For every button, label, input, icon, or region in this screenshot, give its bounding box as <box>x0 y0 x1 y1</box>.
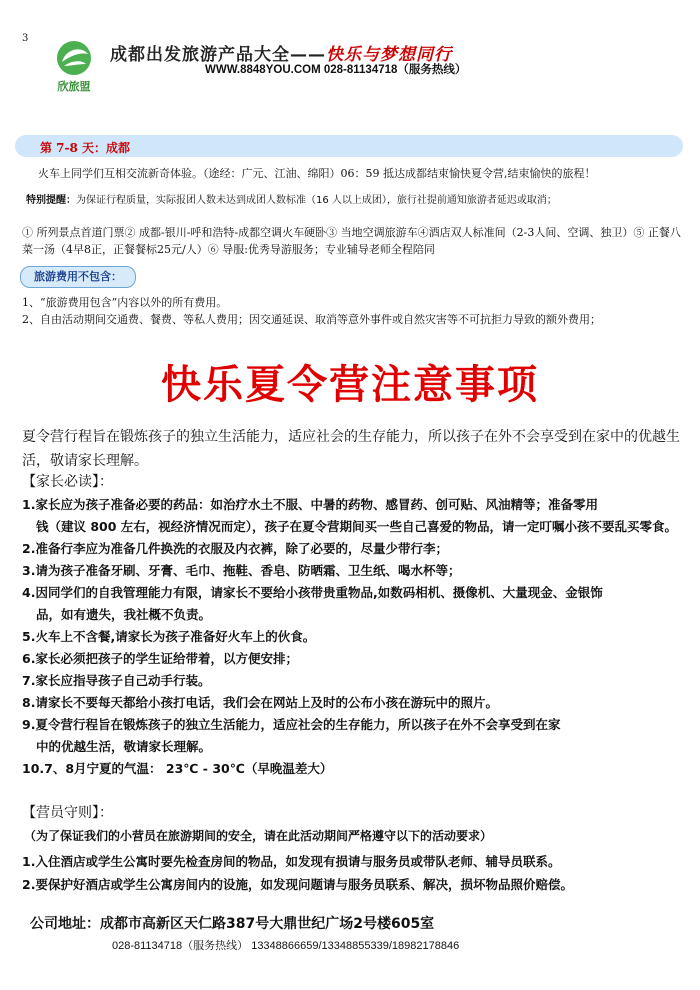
exclusion-item: 2、自由活动期间交通费、餐费、等私人费用；因交通延误、取消等意外事件或自然灾害等不可抗拒力导致的额外费用； <box>22 313 601 326</box>
exclusions-list <box>22 294 601 328</box>
notice-title: 快乐夏令营注意事项 <box>161 361 539 408</box>
camp-rules-note: （为了保证我们的小营员在旅游期间的安全，请在此活动期间严格遵守以下的活动要求） <box>24 829 493 843</box>
exclusions-label: 旅游费用不包含： <box>20 266 136 288</box>
contact-phones: 028-81134718（服务热线） 13348866659/13348855339/18982178846 <box>112 940 460 952</box>
parents-item-cont: 钱（建议 800 左右，视经济情况而定），孩子在夏令营期间买一些自己喜爱的物品，请一定叮嘱小孩不要乱买零食。 <box>36 519 678 534</box>
camp-rules-heading: 【营员守则】： <box>22 805 113 821</box>
parents-item: 6.家长必须把孩子的学生证给带着，以方便安排； <box>22 651 298 666</box>
day-description: 火车上同学们互相交流新奇体验。（途经：广元、江油、绵阳）06：59 抵达成都结束愉快夏令营,结束愉快的旅程！ <box>38 167 596 180</box>
reminder-text: 为保证行程质量，实际报团人数未达到成团人数标准（16 人以上成团），旅行社提前通知旅游者延迟或取消； <box>76 195 557 206</box>
reminder-label: 特别提醒： <box>26 195 76 206</box>
parents-item: 1.家长应为孩子准备必要的药品：如治疗水土不服、中暑的药物、感冒药、创可贴、风油精等；准备零用 <box>22 497 598 512</box>
notice-intro: 夏令营行程旨在锻炼孩子的独立生活能力，适应社会的生存能力，所以孩子在外不会享受到在家中的优越生活，敬请家长理解。 <box>22 429 680 469</box>
day-label: 第 7-8 天：成都 <box>40 141 131 155</box>
website: WWW.8848YOU.COM <box>205 64 321 76</box>
parents-item-cont: 品，如有遗失，我社概不负责。 <box>36 607 212 622</box>
camp-rule-item: 1.入住酒店或学生公寓时要先检查房间的物品，如发现有损请与服务员或带队老师、辅导员联系。 <box>22 854 561 869</box>
hotline: 028-81134718（服务热线） <box>323 64 467 76</box>
header-title-text: 成都出发旅游产品大全—— <box>110 45 326 65</box>
parents-item: 9.夏令营行程旨在锻炼孩子的独立生活能力，适应社会的生存能力，所以孩子在外不会享受到在家 <box>22 717 561 732</box>
parents-item-cont: 中的优越生活，敬请家长理解。 <box>36 739 212 754</box>
exclusion-item: 1、“旅游费用包含”内容以外的所有费用。 <box>22 296 228 309</box>
page-number: 3 <box>22 33 29 44</box>
parents-item: 5.火车上不含餐,请家长为孩子准备好火车上的伙食。 <box>22 629 316 644</box>
parents-item: 10.7、8月宁夏的气温： 23℃ - 30℃（早晚温差大） <box>22 761 333 776</box>
parents-item: 7.家长应指导孩子自己动手行装。 <box>22 673 211 688</box>
camp-rules-list <box>22 850 573 896</box>
fee-includes: ① 所列景点首道门票② 成都-银川-呼和浩特-成都空调火车硬卧③ 当地空调旅游车④酒店双人标准间（2-3人间、空调、独卫）⑤ 正餐八菜一汤（4早8正，正餐餐标25元/人）⑥ 导服:优秀导游服务；专业辅导老师全程陪同 <box>22 226 681 256</box>
parents-item: 2.准备行李应为准备几件换洗的衣服及内衣裤，除了必要的，尽量少带行李； <box>22 541 448 556</box>
parents-item: 3.请为孩子准备牙刷、牙膏、毛巾、拖鞋、香皂、防晒霜、卫生纸、喝水杯等； <box>22 563 461 578</box>
logo-text: 欣旅盟 <box>57 80 91 93</box>
parents-item: 8.请家长不要每天都给小孩打电话，我们会在网站上及时的公布小孩在游玩中的照片。 <box>22 695 498 710</box>
parents-heading: 【家长必读】： <box>22 474 113 490</box>
parents-list <box>22 494 687 780</box>
header-contact <box>205 61 466 77</box>
header-slogan: 快乐与梦想同行 <box>326 45 452 65</box>
company-address: 公司地址：成都市高新区天仁路387号大鼎世纪广场2号楼605室 <box>30 916 435 932</box>
parents-item: 4.因同学们的自我管理能力有限，请家长不要给小孩带贵重物品,如数码相机、摄像机、大量现金、金银饰 <box>22 585 603 600</box>
camp-rule-item: 2.要保护好酒店或学生公寓房间内的设施，如发现问题请与服务员联系、解决，损坏物品照价赔偿。 <box>22 877 573 892</box>
special-reminder <box>26 191 557 206</box>
